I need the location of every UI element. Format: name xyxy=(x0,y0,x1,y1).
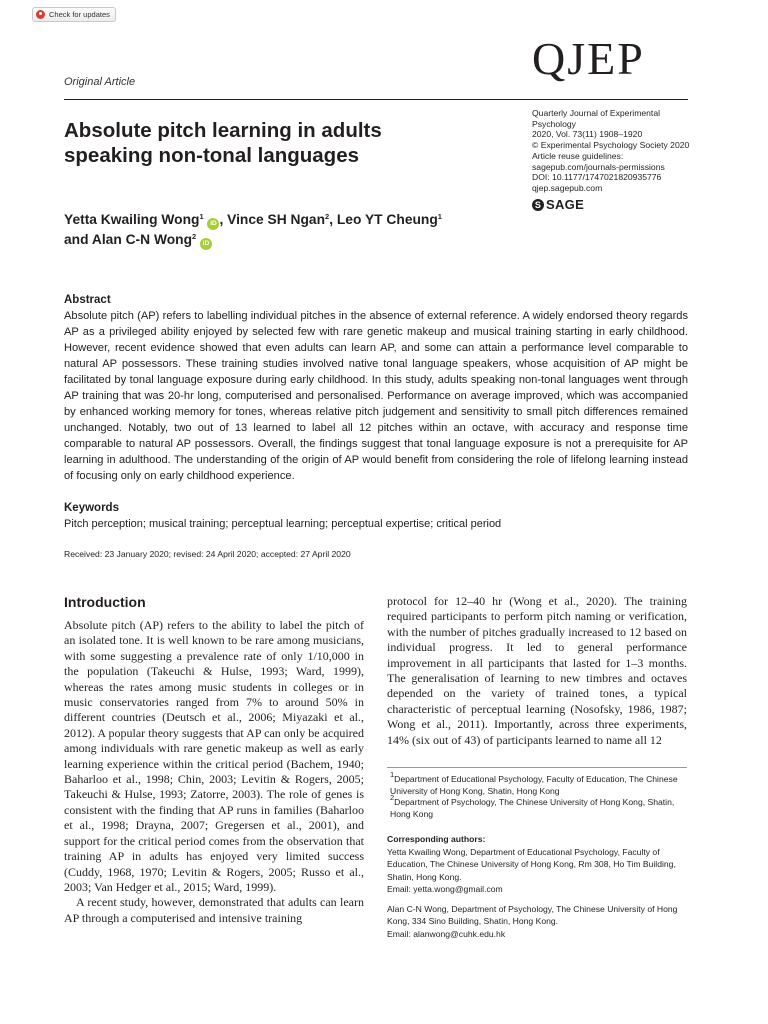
abstract-text: Absolute pitch (AP) refers to labelling individual pitches in the absence of external reference. A widely endorsed theory regards AP as a privileged ability enjoyed by selected few with rare genetic makeup and musical training starting in early childhood. However, recent evidence showed that even adults can learn AP, and some can attain a performance level comparable to natural AP possessors. These training studies involved native tonal language speakers, whose acquisition of AP might be facilitated by tonal language exposure during early childhood. In this study, adults speaking non-tonal languages went through AP training that was 20-hr long, computerised and personalised. Performance on average improved, which was accompanied by enhanced working memory for tones, whereas relative pitch judgement and sensitivity to small pitch differences remained unchanged. Notably, two out of 13 learned to label all 12 pitches within an octave, with accuracy and response time comparable to natural AP possessors. Overall, the findings suggest that tonal language exposure is not a prerequisite for AP learning in adulthood. The understanding of the origin of AP would benefit from considering the role of lifelong learning instead of focusing only on early childhood experience. xyxy=(64,310,688,482)
body-column-right xyxy=(387,594,687,748)
corresponding-heading: Corresponding authors: xyxy=(387,834,486,844)
journal-info-line: Quarterly Journal of Experimental xyxy=(532,108,661,118)
affiliation-item xyxy=(387,793,687,820)
author-name: Alan C-N Wong xyxy=(91,232,193,247)
journal-logo: QJEP xyxy=(532,33,645,84)
affiliation-sup: 1 xyxy=(390,770,395,779)
abstract-heading: Abstract xyxy=(64,294,111,306)
article-title: Absolute pitch learning in adults speaking non-tonal languages xyxy=(64,119,382,167)
author-name: Leo YT Cheung xyxy=(336,212,438,227)
affiliations xyxy=(387,770,687,820)
author-list xyxy=(64,210,504,250)
journal-info-line: Article reuse guidelines: xyxy=(532,150,624,161)
body-paragraph: A recent study, however, demonstrated that adults can learn AP through a computerised and intensive training xyxy=(64,895,364,925)
doi-link[interactable]: DOI: 10.1177/1747021820935776 xyxy=(532,172,662,183)
corresponding-authors xyxy=(387,833,687,940)
journal-info-line: 2020, Vol. 73(11) 1908–1920 xyxy=(532,129,643,140)
header-rule xyxy=(64,99,688,100)
journal-info-line: Psychology xyxy=(532,118,576,129)
corresponding-email[interactable]: Email: alanwong@cuhk.edu.hk xyxy=(387,928,506,939)
affiliation-text: Department of Psychology, The Chinese University of Hong Kong, Shatin, Hong Kong xyxy=(390,797,675,819)
affiliation-text: Department of Educational Psychology, Faculty of Education, The Chinese University of Hong Kong, Shatin, Hong Kong xyxy=(390,774,678,796)
journal-info-line: © Experimental Psychology Society 2020 xyxy=(532,140,690,151)
journal-info xyxy=(532,108,692,194)
orcid-icon[interactable]: iD xyxy=(207,218,219,230)
author-name: Yetta Kwailing Wong xyxy=(64,212,200,227)
author-affiliation-sup: 2 xyxy=(325,212,330,221)
sage-icon: S xyxy=(532,199,544,211)
article-type: Original Article xyxy=(64,76,136,88)
orcid-icon[interactable]: iD xyxy=(200,238,212,250)
publisher-name: SAGE xyxy=(546,197,585,212)
corresponding-email[interactable]: Email: yetta.wong@gmail.com xyxy=(387,884,503,894)
body-paragraph: protocol for 12–40 hr (Wong et al., 2020). The training required participants to perform pitch naming or verification, with the number of pitches gradually increased to 12 based on individual progress. It led to general performance improvement in all participants that lasted for 1–3 months. The generalisation of learning to new timbres and octaves depended on the variety of trained tones, a typical characteristic of perceptual learning (Nosofsky, 1986, 1987; Wong et al., 2011). Importantly, across three experiments, 14% (six out of 43) of participants learned to name all 12 xyxy=(387,594,687,747)
publisher-logo xyxy=(532,197,584,212)
corresponding-address: Alan C-N Wong, Department of Psychology, The Chinese University of Hong Kong, 334 Sino Building, Shatin, Hong Kong. xyxy=(387,903,678,926)
spacer xyxy=(387,896,687,903)
affiliation-item xyxy=(387,770,687,797)
check-for-updates-label: Check for updates xyxy=(49,10,110,19)
check-for-updates-button[interactable] xyxy=(32,7,116,22)
author-affiliation-sup: 1 xyxy=(199,212,204,221)
update-icon xyxy=(36,10,45,19)
affiliation-sup: 2 xyxy=(390,793,395,802)
permissions-link[interactable]: sagepub.com/journals-permissions xyxy=(532,161,665,172)
author-separator: , xyxy=(329,212,337,227)
body-paragraph: Absolute pitch (AP) refers to the ability to label the pitch of an isolated tone. It is well known to be rare among musicians, with some suggesting a prevalence rate of only 1/10,000 in the population (Takeuchi & Hulse, 1993; Ward, 1999), whereas the rates among music students in colleges or in music conservatories ranged from 7% to around 50% in different countries (Deutsch et al., 2006; Miyazaki et al., 2012). A popular theory suggests that AP can only be acquired among individuals with rare genetic makeup as well as early learning experience within the critical period (Bachem, 1940; Baharloo et al., 1998; Chin, 2003; Levitin & Rogers, 2005; Takeuchi & Hulse, 1993; Zatorre, 2003). The role of genes is consistent with the finding that AP runs in families (Baharloo et al., 1998; Drayna, 2007; Gregersen et al., 2001), and support for the critical period comes from the observation that training AP in adults has enjoyed very limited success (Cuddy, 1968, 1970; Levitin & Rogers, 2005; Russo et al., 2003; Van Hedger et al., 2015; Ward, 1999). xyxy=(64,618,364,894)
author-separator: , xyxy=(219,212,228,227)
section-heading-introduction: Introduction xyxy=(64,594,146,610)
author-name: Vince SH Ngan xyxy=(227,212,326,227)
footnote-rule xyxy=(387,767,687,768)
author-separator: and xyxy=(64,232,92,247)
journal-url-link[interactable]: qjep.sagepub.com xyxy=(532,182,603,193)
author-affiliation-sup: 1 xyxy=(437,212,442,221)
received-dates: Received: 23 January 2020; revised: 24 April 2020; accepted: 27 April 2020 xyxy=(64,549,351,559)
keywords-text: Pitch perception; musical training; perceptual learning; perceptual expertise; critical period xyxy=(64,518,502,530)
body-column-left xyxy=(64,618,364,926)
author-affiliation-sup: 2 xyxy=(192,232,197,241)
corresponding-address: Yetta Kwailing Wong, Department of Educational Psychology, Faculty of Education, The Chinese University of Hong Kong, Rm 308, Ho Tim Building, Shatin, Hong Kong. xyxy=(387,846,676,882)
keywords-heading: Keywords xyxy=(64,502,119,514)
